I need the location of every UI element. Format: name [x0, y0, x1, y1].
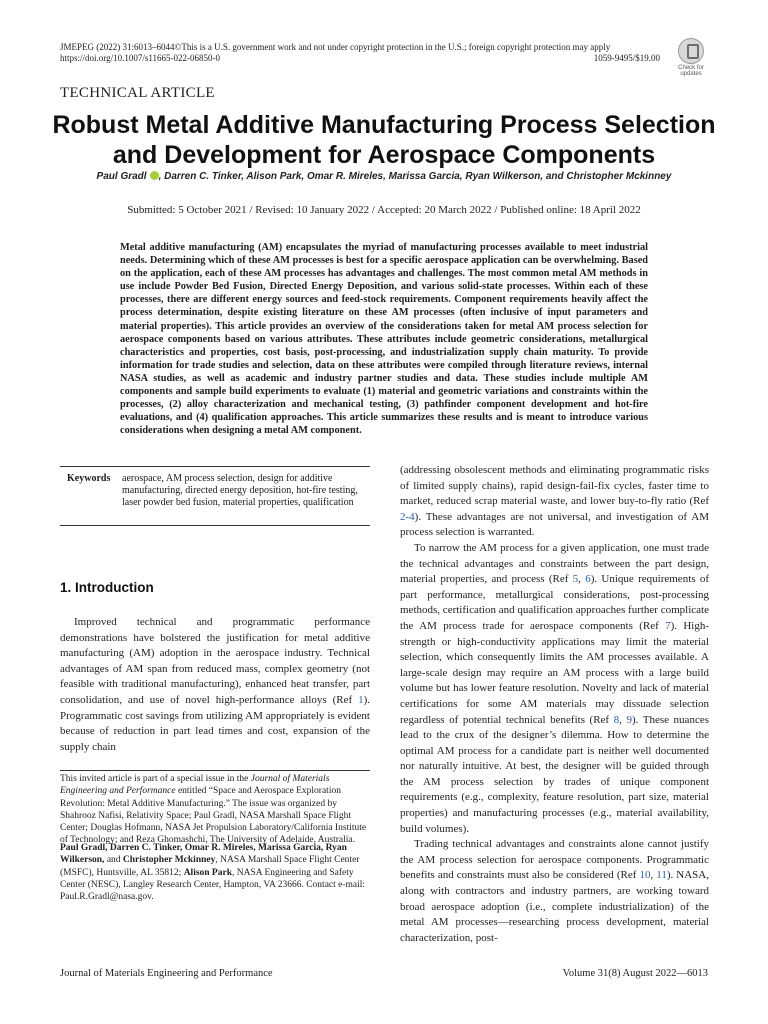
footer-volume-page: Volume 31(8) August 2022—6013: [562, 968, 708, 979]
check-for-updates-label: Check for updates: [678, 65, 704, 77]
doi-line: [60, 52, 660, 64]
body-paragraph-2: To narrow the AM process for a given application, one must trade the technical advantages and constraints between the part design, material properties, and process (Ref 5, 6). Unique requirements of part performance, metallurgical considerations, post-processing methods, certification and qualification approaches further complicate the AM process trade for aerospace components (Ref 7). High-strength or high-conductivity applications may limit the material selection, which consequently limits the AM processes available. A large-scale design may require an AM process with a large build volume but has lower feature resolution. Novelty and lack of material certifications for some AM materials may dissuade selection regardless of potential technical benefits (Ref 8, 9). These nuances lead to the crux of the designer’s dilemma. How to determine the optimal AM process for a candidate part is neither well documented nor naturally intuitive. At best, the designer will be guided through the AM process selection by trades of unique component requirements (e.g., complexity, feature resolution, part size, material properties) and manufacturing processes (e.g., material availability, build volumes).: [400, 541, 710, 835]
citation-link[interactable]: 1: [358, 693, 364, 706]
bookmark-icon: [678, 38, 704, 64]
first-author[interactable]: Paul Gradl: [96, 171, 147, 182]
abstract: Metal additive manufacturing (AM) encapsulates the myriad of manufacturing processes available to meet industrial needs. Determining which of these AM processes is best for a specific aerospace application can be overwhelming. Based on the application, each of these AM processes has advantages and challenges. The most common metal AM methods in use include Powder Bed Fusion, Directed Energy Deposition, and various solid-state processes. Within each of these processes, there are different energy sources and feed-stock requirements. Component requirements heavily affect the process determination, despite existing literature on these AM processes (often inclusive of input parameters and material properties). This article provides an overview of the considerations taken for metal AM process selection for aerospace components based on various attributes. These attributes include geometric considerations, metallurgical characteristics and properties, cost basis, post-processing, and industrialization supply chain maturity. To provide information for trade studies and selection, data on these attributes were compiled through literature reviews, internal NASA studies, as well as academic and industry partner studies and data. These studies include multiple AM components and sample build experiments to evaluate (1) material and geometric variations and constraints within the processes, (2) alloy characterization and mechanical testing, (3) pathfinder component development and hot-fire evaluations, and (4) qualification approaches. This article summarizes these results and is meant to introduce various considerations when designing a metal AM component.: [120, 242, 648, 437]
journal-name: Journal of Materials Engineering and Performance: [60, 774, 330, 797]
keywords-text: aerospace, AM process selection, design for additive manufacturing, directed energy deposition, hot-fire testing, laser powder bed fusion, material properties, qualification: [122, 473, 358, 508]
citation-link[interactable]: 6: [585, 573, 591, 586]
article-title: Robust Metal Additive Manufacturing Process Selection and Development for Aerospace Components: [52, 111, 716, 169]
left-column-body: [60, 615, 370, 755]
citation-link[interactable]: 8: [613, 713, 620, 726]
keywords-box: [60, 466, 370, 526]
citation-link[interactable]: 11: [656, 869, 667, 882]
keywords-label: Keywords: [67, 473, 111, 484]
citation-link[interactable]: 5: [572, 573, 579, 586]
other-authors: , Darren C. Tinker, Alison Park, Omar R. Mireles, Marissa Garcia, Ryan Wilkerson, and Christopher Mckinney: [158, 171, 672, 182]
author-affiliations: Paul Gradl, Darren C. Tinker, Omar R. Mireles, Marissa Garcia, Ryan Wilkerson, and Christopher Mckinney, NASA Marshall Space Flight Center (MSFC), Huntsville, AL 35812; Alison Park, NASA Engineering and Safety Center (NESC), Langley Research Center, Hampton, VA 23666. Contact e-mail: Paul.R.Gradl@nasa.gov.: [60, 843, 366, 903]
citation-link[interactable]: 2-4: [400, 510, 415, 523]
citation-link[interactable]: 10: [639, 869, 651, 882]
check-for-updates-button[interactable]: [674, 38, 708, 76]
author-list: [60, 171, 708, 182]
body-paragraph-continued: (addressing obsolescent methods and eliminating programmatic risks of limited supply chains), rapid design-fail-fix cycles, faster time to market, reduced scrap material waste, and lower buy-to-fly ratio (Ref 2-4). These advantages are not universal, and investigation of AM process selection is warranted.: [400, 464, 709, 539]
footer-journal: Journal of Materials Engineering and Performance: [60, 968, 273, 979]
citation-link[interactable]: 9: [626, 713, 632, 726]
right-column-body: [400, 463, 709, 946]
price-code: 1059-9495/$19.00: [593, 53, 660, 63]
footnote-divider: [60, 770, 370, 771]
special-issue-note: This invited article is part of a special issue in the Journal of Materials Engineering and Performance entitled “Space and Aerospace Exploration Revolution: Metal Additive Manufacturing.” The issue was organized by Shahrooz Nafisi, Relativity Space; Paul Gradl, NASA Marshall Space Flight Center; Douglas Hofmann, NASA Jet Propulsion Laboratory/California Institute of Technology; and Reza Ghomashchi, The University of Adelaide, Australia.: [60, 774, 367, 846]
doi-link[interactable]: https://doi.org/10.1007/s11665-022-06850-0: [60, 53, 221, 63]
journal-ref: JMEPEG (2022) 31:6013–6044: [60, 42, 175, 52]
body-paragraph-3: Trading technical advantages and constraints alone cannot justify the AM process selection for aerospace components. Programmatic benefits and constraints must also be considered (Ref 10, 11). NASA, along with contractors and industry partners, are working toward broad aerospace adoption (i.e., complete industrialization) of the metal AM processes—researching process development, material characterization, post-: [400, 838, 709, 944]
copyright-notice: ©This is a U.S. government work and not under copyright protection in the U.S.; foreign copyright protection may apply: [174, 42, 611, 52]
intro-paragraph-1: Improved technical and programmatic performance demonstrations have bolstered the justification for metal additive manufacturing (AM) adoption in the aerospace industry. Technical advantages of AM span from reduced mass, complex geometry (not feasible with traditional manufacturing), enhanced heat transfer, part consolidation, and use of novel high-performance alloys (Ref 1). Programmatic cost savings from utilizing AM appropriately is evident because of reduction in part lead times and cost, expansion of the supply chain: [60, 616, 370, 753]
citation-link[interactable]: 7: [665, 619, 671, 632]
section-heading-introduction: 1. Introduction: [60, 580, 154, 595]
article-type: TECHNICAL ARTICLE: [60, 85, 215, 101]
orcid-icon[interactable]: [150, 171, 159, 180]
publication-dates: Submitted: 5 October 2021 / Revised: 10 January 2022 / Accepted: 20 March 2022 / Published online: 18 April 2022: [127, 204, 641, 216]
